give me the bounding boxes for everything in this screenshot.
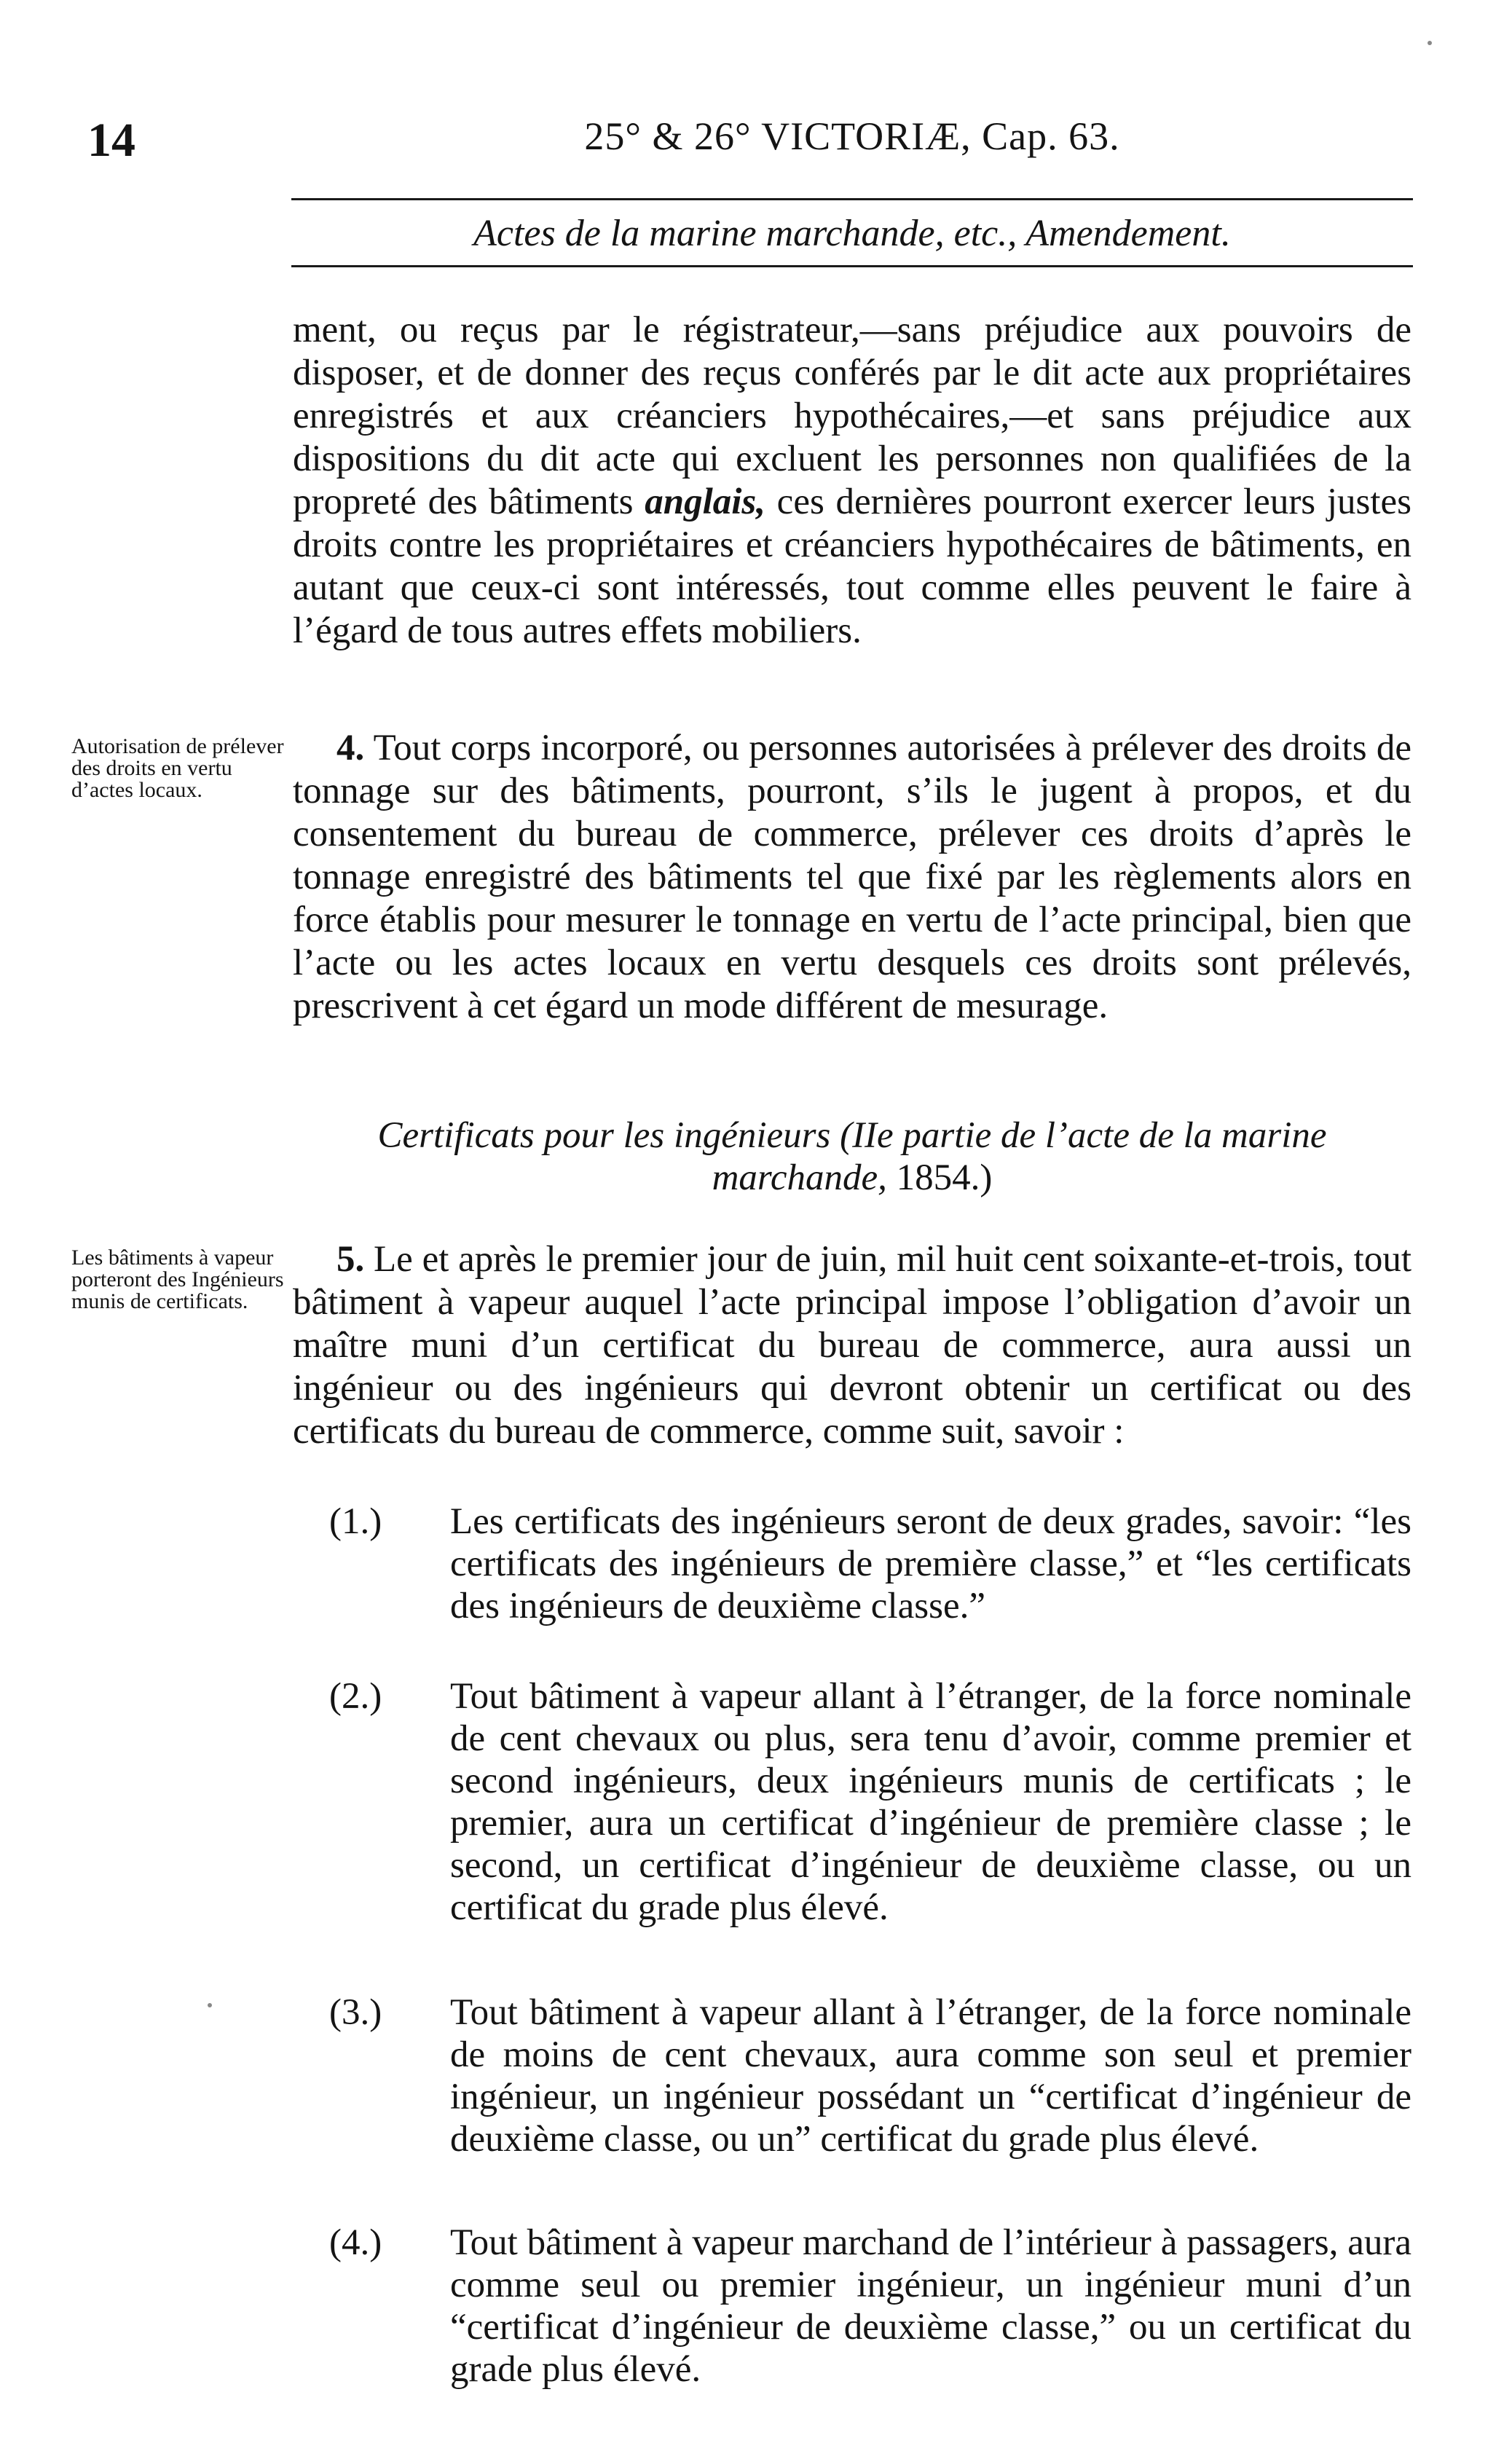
page-number: 14: [87, 114, 135, 167]
list-item-number: (2.): [329, 1676, 382, 1717]
list-item-text: Les certificats des ingénieurs seront de deux grades, savoir: “les certificats des ingénieurs de première classe,” et “les certificats des ingénieurs de deuxième classe.”: [450, 1501, 1411, 1626]
list-item: [329, 1500, 1411, 1627]
list-item: [329, 1991, 1411, 2160]
scan-speck: [208, 2003, 212, 2007]
scan-speck: [1428, 41, 1432, 45]
section-5-number: 5.: [336, 1239, 365, 1280]
continuation-emphasis: anglais,: [645, 481, 766, 522]
list-item-text: Tout bâtiment à vapeur marchand de l’intérieur à passagers, aura comme seul ou premier ingénieur, un ingénieur muni d’un “certificat d’ingénieur de deuxième classe,” ou un certificat du grade plus élevé.: [450, 2222, 1411, 2390]
section-5-paragraph: [293, 1238, 1411, 1453]
continuation-paragraph: [293, 309, 1411, 653]
header-rule-top: [291, 198, 1413, 200]
list-item-number: (1.): [329, 1501, 382, 1542]
list-item: [329, 2222, 1411, 2391]
list-item: [329, 1675, 1411, 1929]
list-item-number: (4.): [329, 2222, 382, 2263]
continuation-text-after: ces dernières pourront exercer leurs justes droits contre les propriétaires et créanciers hypothécaires de bâtiments, en autant que ceux-ci sont intéressés, tout comme elles peuvent le faire à l’égard de tous autres effets mobiliers.: [293, 481, 1411, 651]
section-4-number: 4.: [336, 728, 365, 768]
section-4-text: Tout corps incorporé, ou personnes autorisées à prélever des droits de tonnage sur des bâtiments, pourront, s’ils le jugent à propos, et du consentement du bureau de commerce, prélever ces droits d’après le tonnage enregistré des bâtiments tel que fixé par les règlements alors en force établis pour mesurer le tonnage en vertu de l’acte principal, bien que l’acte ou les actes locaux en vertu desquels ces droits sont prélevés, prescrivent à cet égard un mode différent de mesurage.: [293, 728, 1411, 1026]
page-subtitle: Actes de la marine marchande, etc., Amendement.: [473, 213, 1231, 254]
header-rule-bottom: [291, 265, 1413, 267]
margin-note-section-5: Les bâtiments à vapeur porteront des Ingénieurs munis de certificats.: [71, 1246, 284, 1313]
running-title: 25° & 26° VICTORIÆ, Cap. 63.: [584, 114, 1120, 158]
section-4-paragraph: [293, 727, 1411, 1028]
list-item-text: Tout bâtiment à vapeur allant à l’étranger, de la force nominale de cent chevaux ou plus, sera tenu d’avoir, comme premier et second ingénieurs, deux ingénieurs munis de certificats ; le premier, aura un certificat d’ingénieur de première classe ; le second, un certificat d’ingénieur de deuxième classe, ou un certificat du grade plus élevé.: [450, 1676, 1411, 1928]
list-item-text: Tout bâtiment à vapeur allant à l’étranger, de la force nominale de moins de cent chevaux, aura comme son seul et premier ingénieur, un ingénieur possédant un “certificat d’ingénieur de deuxième classe, ou un” certificat du grade plus élevé.: [450, 1992, 1411, 2160]
list-item-number: (3.): [329, 1992, 382, 2033]
part-heading-italic-a: Certificats pour les ingénieurs (: [377, 1115, 853, 1156]
margin-note-section-4: Autorisation de prélever des droits en vertu d’actes locaux.: [71, 734, 284, 802]
part-heading-roman: 1854.): [886, 1157, 993, 1198]
section-5-text: Le et après le premier jour de juin, mil huit cent soixante-et-trois, tout bâtiment à vapeur auquel l’acte principal impose l’obligation d’avoir un maître muni d’un certificat du bureau de commerce, aura aussi un ingénieur ou des ingénieurs qui devront obtenir un certificat ou des certificats du bureau de commerce, comme suit, savoir :: [293, 1239, 1411, 1452]
part-heading: [293, 1114, 1411, 1199]
part-heading-italic-b: IIe partie de l’acte de la marine marchande,: [712, 1115, 1327, 1198]
continuation-text-before: ment, ou reçus par le régistrateur,—sans préjudice aux pouvoirs de disposer, et de donner des reçus conférés par le dit acte aux propriétaires enregistrés et aux créanciers hypothécaires,—et sans préjudice aux dispositions du dit acte qui excluent les personnes non qualifiées de la propreté des bâtiments: [293, 310, 1411, 522]
